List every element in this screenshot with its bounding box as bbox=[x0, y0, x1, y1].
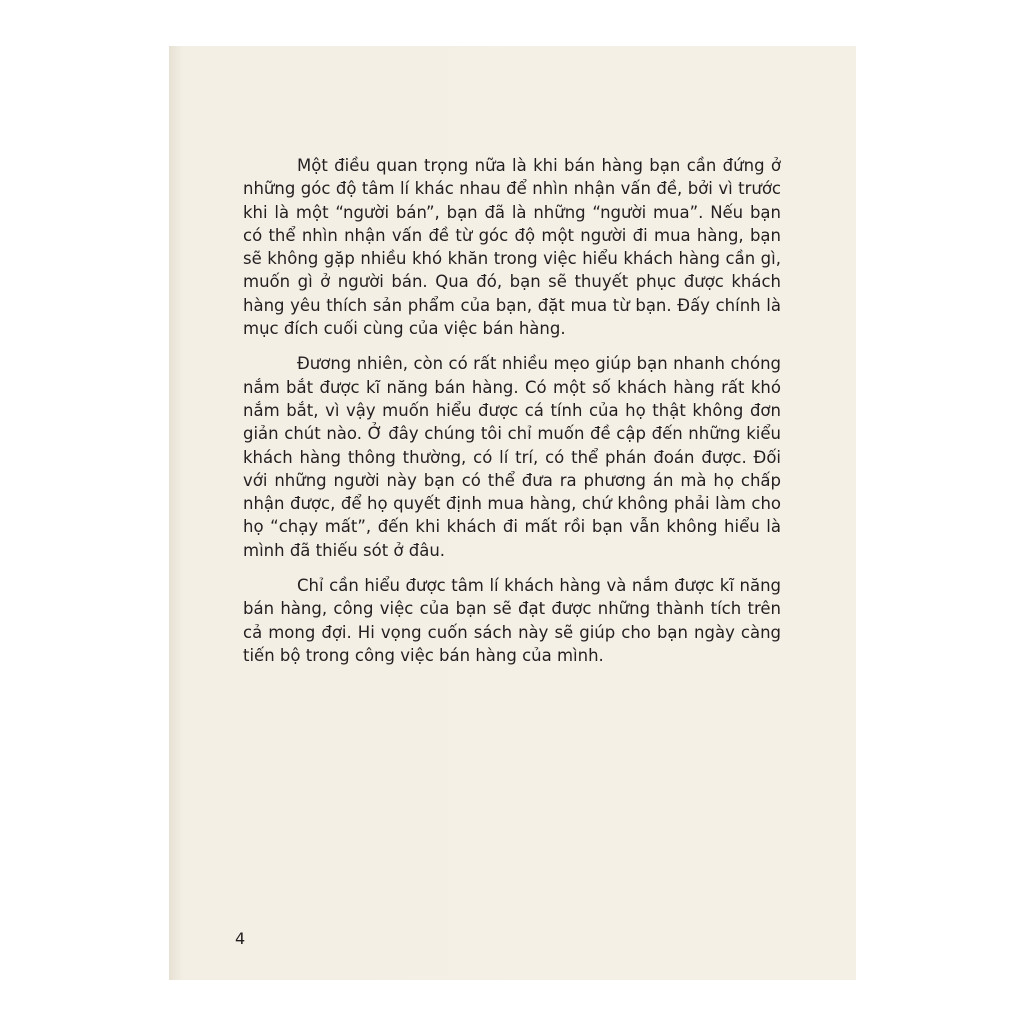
paragraph-2: Đương nhiên, còn có rất nhiều mẹo giúp bạn nhanh chóng nắm bắt được kĩ năng bán hàng. Có một số khách hàng rất khó nắm bắt, vì vậy muốn hiểu được cá tính của họ thật không đơn giản chút nào. Ở đây chúng tôi chỉ muốn đề cập đến những kiểu khách hàng thông thường, có lí trí, có thể phán đoán được. Đối với những người này bạn có thể đưa ra phương án mà họ chấp nhận được, để họ quyết định mua hàng, chứ không phải làm cho họ “chạy mất”, đến khi khách đi mất rồi bạn vẫn không hiểu là mình đã thiếu sót ở đâu. bbox=[243, 354, 781, 560]
body-text bbox=[243, 154, 781, 679]
book-page bbox=[169, 46, 856, 980]
paragraph-1: Một điều quan trọng nữa là khi bán hàng bạn cần đứng ở những góc độ tâm lí khác nhau để nhìn nhận vấn đề, bởi vì trước khi là một “người bán”, bạn đã là những “người mua”. Nếu bạn có thể nhìn nhận vấn đề từ góc độ một người đi mua hàng, bạn sẽ không gặp nhiều khó khăn trong việc hiểu khách hàng cần gì, muốn gì ở người bán. Qua đó, bạn sẽ thuyết phục được khách hàng yêu thích sản phẩm của bạn, đặt mua từ bạn. Đấy chính là mục đích cuối cùng của việc bán hàng. bbox=[243, 156, 781, 339]
page-number: 4 bbox=[235, 929, 246, 948]
paragraph-3: Chỉ cần hiểu được tâm lí khách hàng và nắm được kĩ năng bán hàng, công việc của bạn sẽ đạt được những thành tích trên cả mong đợi. Hi vọng cuốn sách này sẽ giúp cho bạn ngày càng tiến bộ trong công việc bán hàng của mình. bbox=[243, 576, 781, 665]
